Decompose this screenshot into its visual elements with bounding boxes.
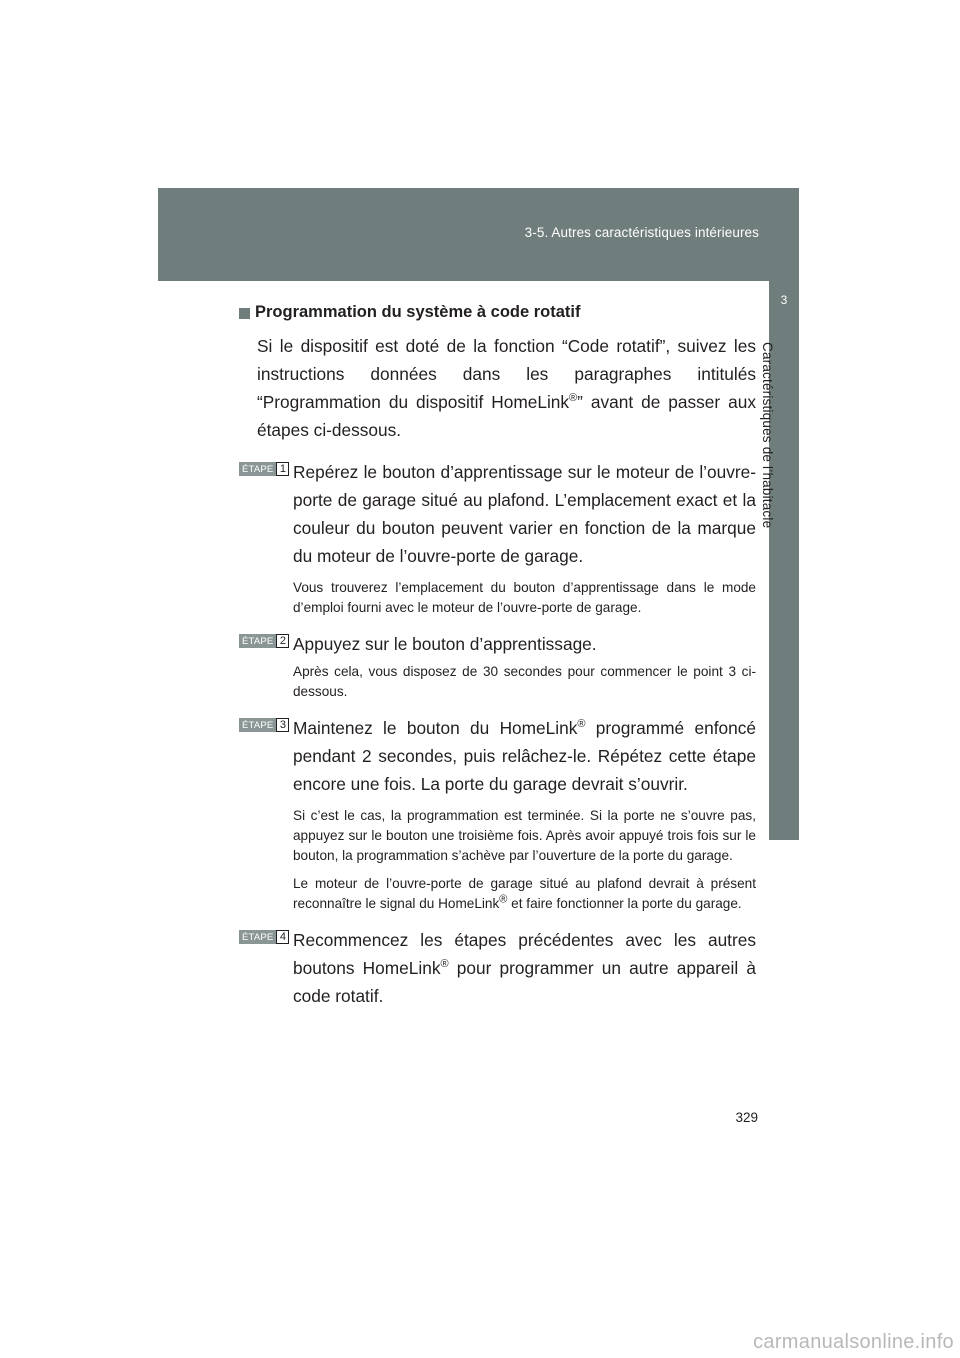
section-heading (239, 303, 756, 322)
step-4 (239, 926, 756, 1010)
note-text-before: Le moteur de l’ouvre-porte de garage situé au plafond devrait à présent reconnaître le signal du HomeLink (293, 876, 756, 911)
registered-mark: ® (499, 893, 508, 906)
step-text: Appuyez sur le bouton d’apprentissage. (293, 634, 597, 654)
step-text (293, 926, 756, 1010)
step-text-after: pour programmer un autre appareil à code rotatif. (293, 958, 756, 1006)
step-3 (239, 714, 756, 914)
intro-text-after: ” avant de passer aux étapes ci-dessous. (257, 392, 756, 440)
step-note: Vous trouverez l’emplacement du bouton d’apprentissage dans le mode d’emploi fourni avec le moteur de l’ouvre-porte de garage. (293, 580, 756, 615)
intro-text-before: Si le dispositif est doté de la fonction “Code rotatif”, suivez les instructions données dans les paragraphes intitulés “Programmation du dispositif HomeLink (257, 336, 756, 412)
chapter-label-text: Caractéristiques de l’habitacle (760, 342, 775, 529)
step-note: Après cela, vous disposez de 30 secondes pour commencer le point 3 ci-dessous. (293, 664, 756, 699)
step-text (293, 714, 756, 798)
step-badge (239, 634, 289, 648)
step-text-after: programmé enfoncé pendant 2 secondes, puis relâchez-le. Répétez cette étape encore une fois. La porte du garage devrait s’ouvrir. (293, 718, 756, 794)
step-text-before: Maintenez le bouton du HomeLink (293, 718, 578, 738)
step-badge (239, 462, 289, 476)
registered-mark: ® (577, 718, 586, 731)
chapter-number: 3 (780, 293, 788, 307)
note-text-after: et faire fonctionner la porte du garage. (507, 896, 742, 911)
step-word: ÉTAPE (239, 930, 276, 944)
header-band (158, 188, 799, 281)
step-word: ÉTAPE (239, 462, 276, 476)
step-number: 1 (276, 462, 289, 476)
step-number: 4 (276, 930, 289, 944)
registered-mark: ® (440, 958, 449, 971)
square-bullet-icon (239, 308, 250, 319)
section-intro (257, 332, 756, 444)
step-number: 3 (276, 718, 289, 732)
page-content (239, 303, 756, 1010)
step-number: 2 (276, 634, 289, 648)
step-note: Si c’est le cas, la programmation est terminée. Si la porte ne s’ouvre pas, appuyez sur le bouton une troisième fois. Après avoir appuyé trois fois sur le bouton, la programmation s’achève par l’ouverture de la porte du garage. (293, 808, 756, 863)
step-word: ÉTAPE (239, 718, 276, 732)
step-word: ÉTAPE (239, 634, 276, 648)
step-badge (239, 930, 289, 944)
step-badge (239, 718, 289, 732)
step-text: Repérez le bouton d’apprentissage sur le moteur de l’ouvre-porte de garage situé au plafond. L’emplacement exact et la couleur du bouton peuvent varier en fonction de la marque du moteur de l’ouvre-porte de garage. (293, 462, 756, 566)
step-1 (239, 458, 756, 618)
header-title: 3-5. Autres caractéristiques intérieures (524, 225, 759, 240)
section-title: Programmation du système à code rotatif (255, 303, 581, 321)
registered-mark: ® (569, 392, 578, 405)
page-number: 329 (735, 1110, 758, 1125)
watermark: carmanualsonline.info (753, 1331, 954, 1353)
step-2 (239, 630, 756, 702)
chapter-side-label (760, 342, 800, 832)
step-text-before: Recommencez les étapes précédentes avec les autres boutons HomeLink (293, 930, 756, 978)
step-note (293, 874, 756, 914)
